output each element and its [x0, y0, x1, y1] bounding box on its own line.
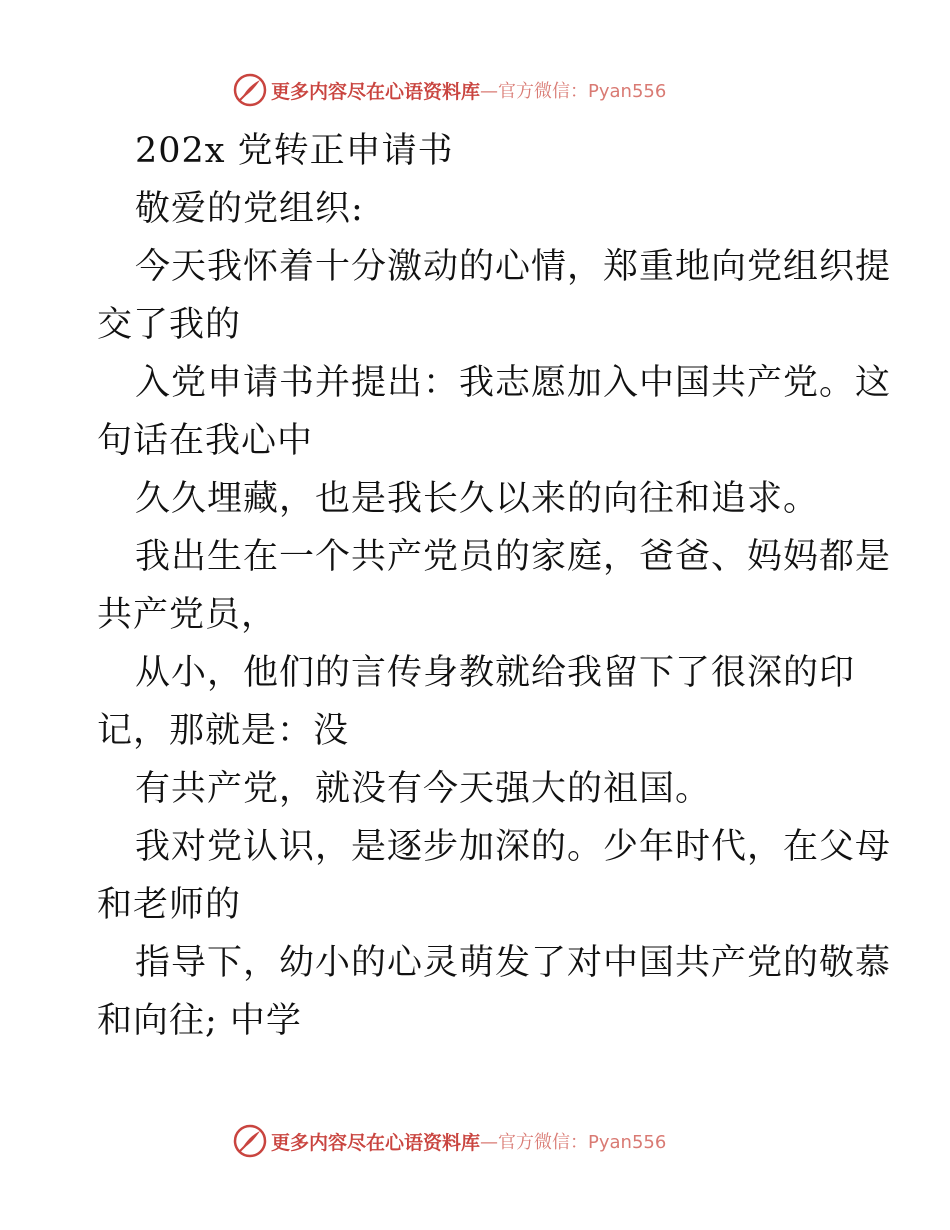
quill-pen-logo-icon [233, 1124, 267, 1158]
paragraph-line: 指导下，幼小的心灵萌发了对中国共产党的敬慕 [135, 943, 892, 983]
paragraph-line: 今天我怀着十分激动的心情，郑重地向党组织提 [135, 247, 892, 287]
watermark-main-text: 更多内容尽在心语资料库 [271, 1131, 481, 1154]
header-watermark [233, 73, 666, 107]
paragraph-line: 久久埋藏，也是我长久以来的向往和追求。 [135, 479, 820, 519]
paragraph-line: 和向往; 中学 [97, 1001, 302, 1041]
watermark-wechat-text: —官方微信：Pyan556 [480, 81, 667, 102]
salutation: 敬爱的党组织: [135, 189, 364, 229]
paragraph-line: 有共产党，就没有今天强大的祖国。 [135, 769, 712, 809]
paragraph-line: 从小，他们的言传身教就给我留下了很深的印 [135, 653, 856, 693]
document-title: 202x 党转正申请书 [135, 131, 454, 171]
quill-pen-logo-icon [233, 73, 267, 107]
paragraph-line: 共产党员， [97, 595, 278, 635]
paragraph-line: 记，那就是：没 [97, 711, 350, 751]
document-body [97, 122, 892, 1050]
paragraph-line: 我对党认识，是逐步加深的。少年时代，在父母 [135, 827, 892, 867]
watermark-wechat-text: —官方微信：Pyan556 [480, 1132, 667, 1153]
footer-watermark [233, 1124, 666, 1158]
paragraph-line: 交了我的 [97, 305, 242, 345]
paragraph-line: 我出生在一个共产党员的家庭，爸爸、妈妈都是 [135, 537, 892, 577]
paragraph-line: 入党申请书并提出：我志愿加入中国共产党。这 [135, 363, 892, 403]
paragraph-line: 句话在我心中 [97, 421, 314, 461]
watermark-main-text: 更多内容尽在心语资料库 [271, 80, 481, 103]
paragraph-line: 和老师的 [97, 885, 242, 925]
